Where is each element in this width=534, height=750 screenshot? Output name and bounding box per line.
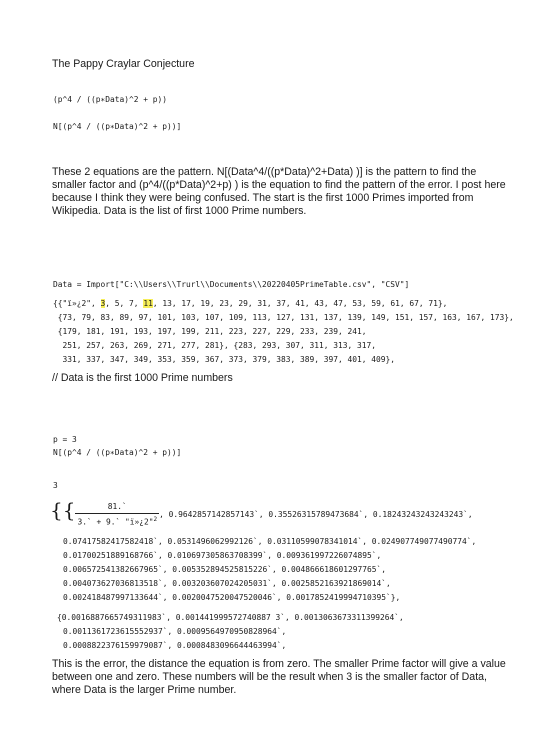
result-first-line: [50, 500, 473, 528]
fraction-numerator: 81.`: [75, 501, 159, 513]
data-output-row: 251, 257, 263, 269, 271, 277, 281}, {283, 293, 307, 311, 313, 317,: [53, 341, 377, 350]
result-line: 0.0011361723615552937`, 0.0009564970950828964`,: [63, 627, 287, 636]
data-output-row: {{"ï»¿2", 3, 5, 7, 11, 13, 17, 19, 23, 29, 31, 37, 41, 43, 47, 53, 59, 61, 67, 71},: [53, 299, 448, 308]
fraction: [75, 501, 159, 527]
result-line: 0.002418487997133644`, 0.0020047520047520046`, 0.0017852419994710395`},: [63, 593, 401, 602]
explanation-paragraph: These 2 equations are the pattern. N[(Data^4/((p*Data)^2+Data) )] is the pattern to find the smaller factor and (p^4/((p*Data)^2+p) ) is the equation to find the pattern of the error. I post here because I think they were being confused. The start is the first 1000 Primes imported from Wikipedia. Data is the list of first 1000 Prime numbers.: [52, 166, 506, 217]
n-evaluation-command: N[(p^4 / ((p∗Data)^2 + p))]: [53, 448, 182, 457]
highlighted-prime-3: 3: [100, 299, 106, 308]
document-title: The Pappy Craylar Conjecture: [52, 58, 195, 70]
data-output-row: {179, 181, 191, 193, 197, 199, 211, 223, 227, 229, 233, 239, 241,: [53, 327, 367, 336]
p-assignment: p = 3: [53, 435, 77, 444]
data-comment: // Data is the first 1000 Prime numbers: [52, 372, 233, 384]
import-command: Data = Import["C:\\Users\\Trurl\\Documents\\20220405PrimeTable.csv", "CSV"]: [53, 280, 410, 289]
open-brace: {{: [50, 498, 76, 522]
formula-error-pattern: (p^4 / ((p∗Data)^2 + p)): [53, 95, 168, 104]
result-line: 0.0008822376159979087`, 0.0008483096644463994`,: [63, 641, 287, 650]
formula-error-pattern-numeric: N[(p^4 / ((p∗Data)^2 + p))]: [53, 122, 182, 131]
result-line: 0.07417582417582418`, 0.0531496062992126`, 0.03110599078341014`, 0.024907749077490774`,: [63, 537, 477, 546]
fraction-denominator: 3.` + 9.` "ï»¿2"$^2$: [77, 515, 158, 527]
result-line: 0.006572541382667965`, 0.005352894525815226`, 0.004866618601297765`,: [63, 565, 387, 574]
data-output-row: 331, 337, 347, 349, 353, 359, 367, 373, 379, 383, 389, 397, 401, 409},: [53, 355, 396, 364]
error-explanation-paragraph: This is the error, the distance the equation is from zero. The smaller Prime factor will give a value between one and zero. These numbers will be the result when 3 is the smaller factor of Data, where Data is the larger Prime number.: [52, 658, 506, 696]
result-values: , 0.9642857142857143`, 0.35526315789473684`, 0.18243243243243243`,: [159, 510, 473, 519]
result-line: {0.0016887665749311983`, 0.001441999572740887 3`, 0.0013063673311399264`,: [57, 613, 404, 622]
output-label: 3: [53, 481, 58, 490]
result-line: 0.004073627036813518`, 0.003203607024205031`, 0.0025852163921869014`,: [63, 579, 391, 588]
data-output-row: {73, 79, 83, 89, 97, 101, 103, 107, 109, 113, 127, 131, 137, 139, 149, 151, 157, 163, 167, 173},: [53, 313, 514, 322]
highlighted-prime-11: 11: [143, 299, 153, 308]
result-line: 0.01700251889168766`, 0.010697305863708399`, 0.009361997226074895`,: [63, 551, 382, 560]
